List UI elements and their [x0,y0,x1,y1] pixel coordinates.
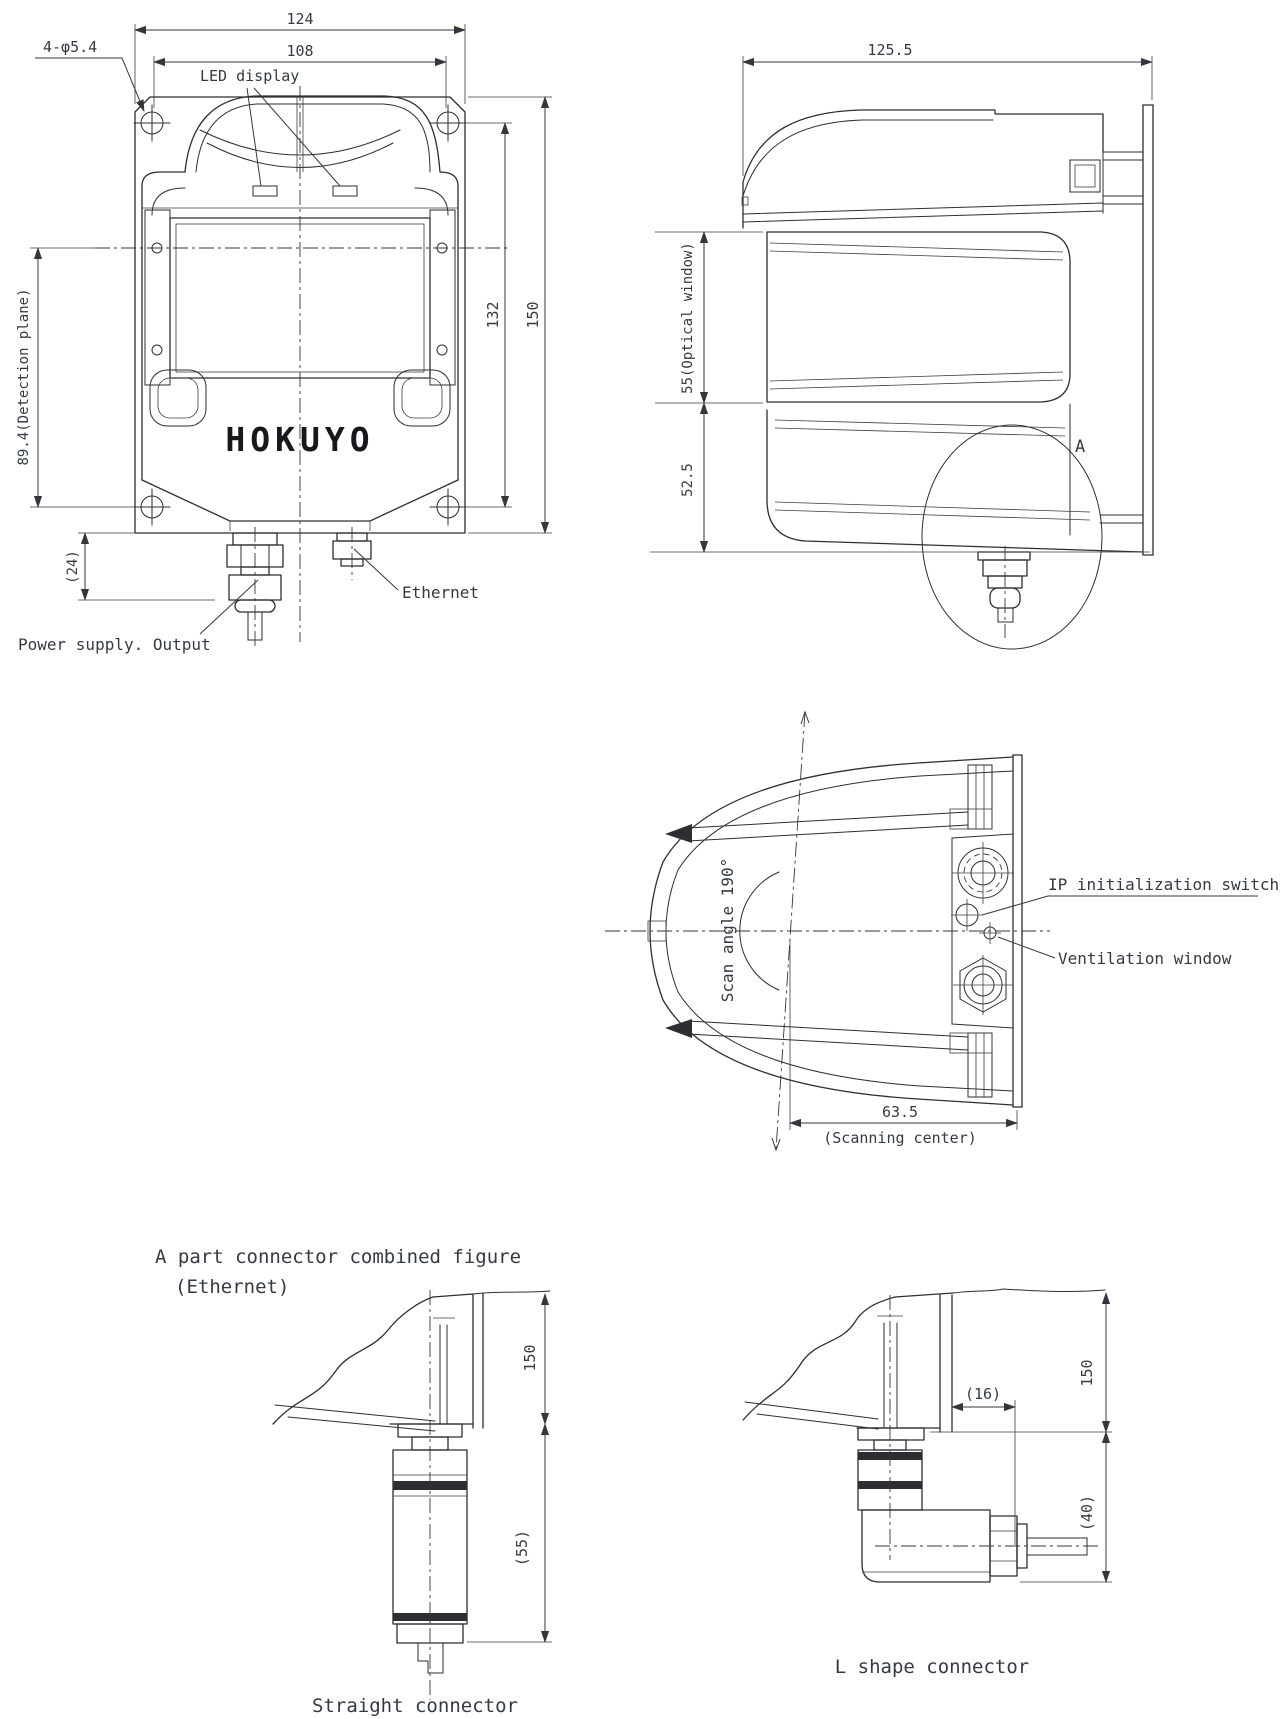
callout-ventilation [998,937,1232,968]
l-dim-40-label: (40) [1078,1494,1096,1532]
hokuyo-logo: HOKUYO [225,420,375,459]
l-case-outline [743,1289,1105,1432]
straight-dim-150-label: 150 [521,1344,539,1372]
l-dim-16 [952,1385,1015,1545]
dim-108-label: 108 [286,42,314,60]
ip-switch [951,899,983,931]
l-connector-view [743,1289,1112,1678]
side-mounting-plate [1143,105,1153,555]
straight-connector-view [155,1246,552,1717]
dim-132-label: 132 [484,301,502,329]
callout-ip-switch [982,875,1279,915]
l-dim-16-label: (16) [964,1385,1002,1403]
ventilation-window [979,922,1001,944]
side-bottom-connector [978,546,1030,638]
side-lower-body [767,404,1143,552]
dim-125-5 [743,41,1152,176]
straight-connector-body [393,1290,467,1700]
scanning-center-label: (Scanning center) [823,1129,977,1147]
side-top-cap [742,110,1143,228]
l-dim-150-label: 150 [1078,1359,1096,1387]
side-view [650,41,1153,649]
holes-label: 4-φ5.4 [43,38,98,56]
straight-connector-caption: Straight connector [312,1695,518,1717]
l-dim-150 [930,1293,1112,1432]
dim-24-label: (24) [65,550,81,584]
callout-ethernet [354,549,479,602]
dim-132 [462,123,512,507]
dim-55-label: 55(Optical window) [680,242,696,394]
l-connector-body [858,1295,1100,1582]
power-label: Power supply. Output [18,635,211,654]
dim-52-5-label: 52.5 [680,463,696,497]
dim-55-optical [655,232,763,403]
straight-view-title-line2: (Ethernet) [175,1276,290,1298]
dim-125-5-label: 125.5 [867,41,913,59]
power-connector [227,527,283,650]
dim-detection-plane [16,248,140,507]
callout-led-display [200,67,340,186]
top-view [605,712,1279,1150]
ethernet-connector [333,527,371,580]
ethernet-label: Ethernet [402,583,480,602]
scan-angle-label: Scan angle 190° [718,857,737,1003]
ventilation-label: Ventilation window [1058,949,1232,968]
dim-150-front [468,97,552,533]
dim-124-label: 124 [286,10,314,28]
l-dim-40 [1020,1432,1112,1582]
callout-mounting-holes [35,38,144,111]
callout-power-supply [18,580,258,654]
straight-view-title-line1: A part connector combined figure [155,1246,522,1268]
straight-dim-150 [521,1294,545,1424]
straight-dim-55-label: (55) [513,1529,531,1567]
top-round-connector [952,842,1014,904]
l-connector-caption: L shape connector [834,1656,1030,1678]
top-hex-connector [953,955,1013,1015]
led-window-right [333,186,357,196]
dim-63-5-label: 63.5 [881,1103,919,1121]
led-label: LED display [200,67,300,85]
dim-150-front-label: 150 [524,301,542,329]
detail-circle-a [922,425,1102,649]
straight-case-outline [273,1291,550,1431]
straight-dim-55 [467,1424,552,1642]
side-optical-window [767,232,1070,402]
front-view [16,10,552,654]
dim-detection-plane-label: 89.4(Detection plane) [16,288,32,466]
scan-axis [772,712,809,1150]
front-sensor-head [185,96,440,172]
dim-24 [65,533,215,600]
dim-52-5 [650,403,1150,552]
ip-switch-label: IP initialization switch [1048,875,1280,894]
detail-a-label: A [1075,437,1086,457]
led-window-left [253,186,277,196]
